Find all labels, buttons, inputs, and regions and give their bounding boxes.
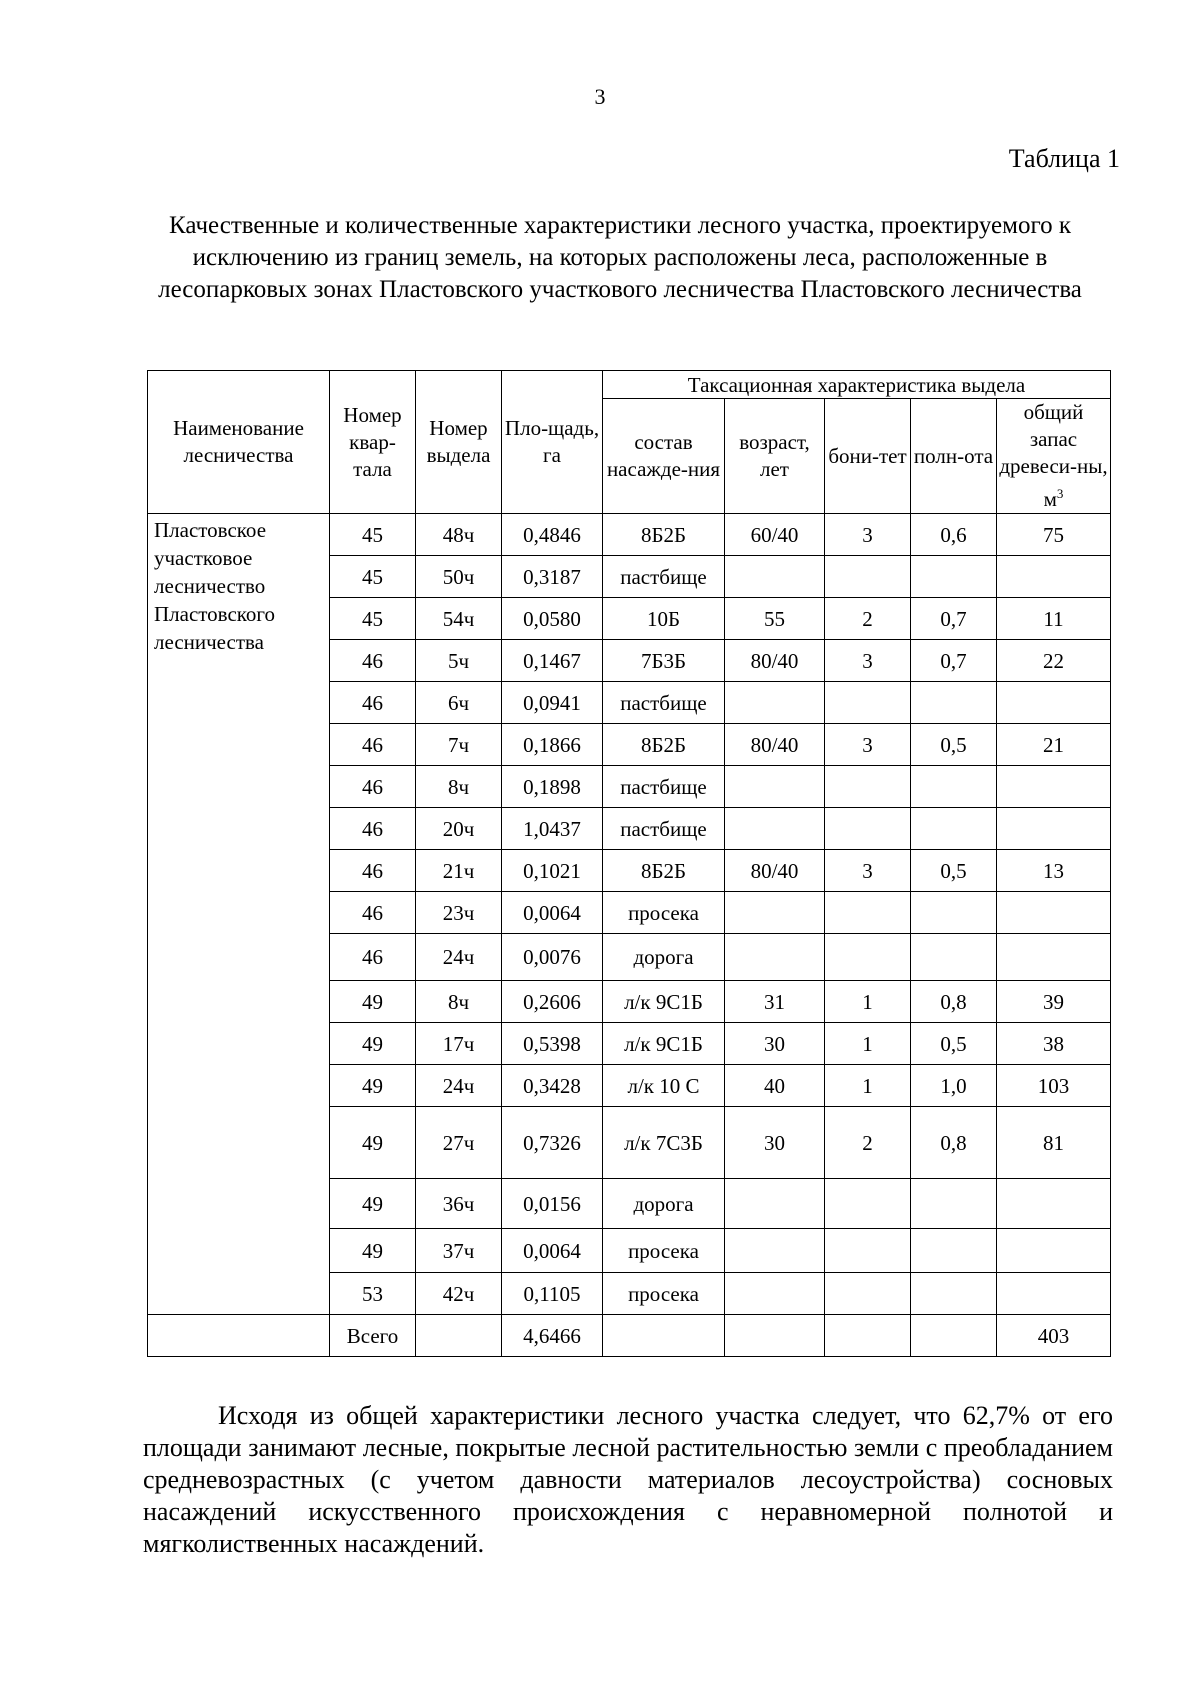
cell-area: 0,0076 xyxy=(502,934,603,981)
cell-quarter: 49 xyxy=(330,1229,416,1273)
cell-plot: 20ч xyxy=(416,808,502,850)
cell-plot: 27ч xyxy=(416,1107,502,1179)
cell-plot: 17ч xyxy=(416,1023,502,1065)
cell-bonitet: 1 xyxy=(825,981,911,1023)
cell-total-bonitet xyxy=(825,1315,911,1357)
cell-area: 0,1898 xyxy=(502,766,603,808)
cell-density: 0,5 xyxy=(911,1023,997,1065)
cell-age xyxy=(725,1229,825,1273)
header-density: полн-ота xyxy=(911,399,997,514)
cell-quarter: 49 xyxy=(330,1023,416,1065)
cell-area: 0,1021 xyxy=(502,850,603,892)
cell-composition: 7Б3Б xyxy=(603,640,725,682)
cell-quarter: 46 xyxy=(330,850,416,892)
cell-age xyxy=(725,892,825,934)
cell-stock xyxy=(997,682,1111,724)
header-age: возраст, лет xyxy=(725,399,825,514)
header-composition: состав насажде-ния xyxy=(603,399,725,514)
cell-stock xyxy=(997,1179,1111,1229)
cell-age: 30 xyxy=(725,1107,825,1179)
cell-density xyxy=(911,934,997,981)
cell-stock: 13 xyxy=(997,850,1111,892)
cell-plot: 37ч xyxy=(416,1229,502,1273)
cell-total-composition xyxy=(603,1315,725,1357)
header-stock-label: общий запас древеси-ны, м xyxy=(999,400,1108,511)
cell-plot: 8ч xyxy=(416,981,502,1023)
table-label: Таблица 1 xyxy=(1008,144,1120,173)
cell-stock: 75 xyxy=(997,514,1111,556)
cell-stock: 11 xyxy=(997,598,1111,640)
cell-age xyxy=(725,934,825,981)
cell-quarter: 49 xyxy=(330,1179,416,1229)
cell-bonitet xyxy=(825,682,911,724)
cell-density xyxy=(911,1229,997,1273)
cell-composition: пастбище xyxy=(603,682,725,724)
cell-composition: дорога xyxy=(603,934,725,981)
cell-composition: 10Б xyxy=(603,598,725,640)
cell-plot: 42ч xyxy=(416,1273,502,1315)
cell-area: 0,0941 xyxy=(502,682,603,724)
cell-stock: 38 xyxy=(997,1023,1111,1065)
cell-density xyxy=(911,1273,997,1315)
cell-stock xyxy=(997,556,1111,598)
cell-empty xyxy=(148,1315,330,1357)
cell-total-plot xyxy=(416,1315,502,1357)
cell-area: 0,4846 xyxy=(502,514,603,556)
cell-composition: л/к 9С1Б xyxy=(603,981,725,1023)
table-total-row xyxy=(148,1315,1111,1357)
cell-area: 0,0064 xyxy=(502,892,603,934)
cell-bonitet xyxy=(825,1273,911,1315)
cell-age: 31 xyxy=(725,981,825,1023)
cell-quarter: 46 xyxy=(330,682,416,724)
header-area: Пло-щадь, га xyxy=(502,371,603,514)
summary-paragraph: Исходя из общей характеристики лесного участка следует, что 62,7% от его площади занимают лесные, покрытые лесной растительностью земли с преобладанием средневозрастных (с учетом давности материалов лесоустройства) сосновых насаждений искусственного происхождения с неравномерной полнотой и мягколиственных насаждений. xyxy=(143,1401,1113,1558)
cell-age xyxy=(725,556,825,598)
cell-area: 0,1105 xyxy=(502,1273,603,1315)
cell-plot: 21ч xyxy=(416,850,502,892)
cell-area: 0,3428 xyxy=(502,1065,603,1107)
cell-bonitet xyxy=(825,1229,911,1273)
cell-bonitet: 1 xyxy=(825,1065,911,1107)
cell-age: 80/40 xyxy=(725,850,825,892)
cell-density xyxy=(911,766,997,808)
cell-bonitet xyxy=(825,934,911,981)
cell-quarter: 45 xyxy=(330,598,416,640)
cell-quarter: 45 xyxy=(330,514,416,556)
cell-density: 0,5 xyxy=(911,724,997,766)
cell-composition: 8Б2Б xyxy=(603,514,725,556)
cell-plot: 36ч xyxy=(416,1179,502,1229)
cell-stock xyxy=(997,808,1111,850)
cell-age xyxy=(725,1179,825,1229)
cell-area: 0,1866 xyxy=(502,724,603,766)
cell-composition: просека xyxy=(603,1229,725,1273)
header-taxation-group: Таксационная характеристика выдела xyxy=(603,371,1111,399)
table-title: Качественные и количественные характеристики лесного участка, проектируемого к исключению из границ земель, на которых расположены леса, расположенные в лесопарковых зонах Пластовского участкового лесничества Пластовского лесничества xyxy=(158,212,1082,303)
cell-age xyxy=(725,1273,825,1315)
cell-plot: 6ч xyxy=(416,682,502,724)
cell-stock xyxy=(997,1229,1111,1273)
cell-area: 0,0064 xyxy=(502,1229,603,1273)
cell-composition: л/к 7С3Б xyxy=(603,1107,725,1179)
cell-stock: 81 xyxy=(997,1107,1111,1179)
cell-quarter: 46 xyxy=(330,640,416,682)
cell-composition: 8Б2Б xyxy=(603,850,725,892)
cell-area: 0,1467 xyxy=(502,640,603,682)
cell-quarter: 49 xyxy=(330,1065,416,1107)
cell-quarter: 49 xyxy=(330,981,416,1023)
header-stock-sup: 3 xyxy=(1056,486,1064,501)
cell-plot: 7ч xyxy=(416,724,502,766)
cell-density: 0,8 xyxy=(911,1107,997,1179)
cell-quarter: 53 xyxy=(330,1273,416,1315)
cell-density xyxy=(911,556,997,598)
cell-stock: 21 xyxy=(997,724,1111,766)
cell-stock: 103 xyxy=(997,1065,1111,1107)
cell-plot: 23ч xyxy=(416,892,502,934)
cell-stock xyxy=(997,1273,1111,1315)
cell-quarter: 46 xyxy=(330,808,416,850)
cell-composition: 8Б2Б xyxy=(603,724,725,766)
cell-age xyxy=(725,808,825,850)
cell-plot: 50ч xyxy=(416,556,502,598)
cell-plot: 8ч xyxy=(416,766,502,808)
cell-stock: 22 xyxy=(997,640,1111,682)
cell-plot: 24ч xyxy=(416,934,502,981)
cell-composition: л/к 9С1Б xyxy=(603,1023,725,1065)
cell-total-label: Всего xyxy=(330,1315,416,1357)
header-quarter: Номер квар-тала xyxy=(330,371,416,514)
cell-bonitet xyxy=(825,556,911,598)
cell-bonitet xyxy=(825,892,911,934)
cell-area: 0,2606 xyxy=(502,981,603,1023)
cell-bonitet: 2 xyxy=(825,1107,911,1179)
cell-plot: 24ч xyxy=(416,1065,502,1107)
cell-density: 0,7 xyxy=(911,640,997,682)
cell-bonitet: 3 xyxy=(825,724,911,766)
cell-quarter: 49 xyxy=(330,1107,416,1179)
cell-total-age xyxy=(725,1315,825,1357)
cell-quarter: 45 xyxy=(330,556,416,598)
cell-bonitet: 3 xyxy=(825,640,911,682)
cell-bonitet xyxy=(825,1179,911,1229)
cell-area: 0,7326 xyxy=(502,1107,603,1179)
cell-density xyxy=(911,1179,997,1229)
table-body xyxy=(148,514,1111,1357)
cell-composition: пастбище xyxy=(603,556,725,598)
cell-bonitet: 3 xyxy=(825,850,911,892)
cell-density xyxy=(911,682,997,724)
cell-area: 0,5398 xyxy=(502,1023,603,1065)
cell-stock: 39 xyxy=(997,981,1111,1023)
cell-total-stock: 403 xyxy=(997,1315,1111,1357)
cell-quarter: 46 xyxy=(330,934,416,981)
cell-age: 30 xyxy=(725,1023,825,1065)
cell-plot: 5ч xyxy=(416,640,502,682)
cell-bonitet: 1 xyxy=(825,1023,911,1065)
cell-composition: пастбище xyxy=(603,766,725,808)
cell-total-density xyxy=(911,1315,997,1357)
cell-composition: л/к 10 С xyxy=(603,1065,725,1107)
header-forestry-name: Наименование лесничества xyxy=(148,371,330,514)
cell-area: 1,0437 xyxy=(502,808,603,850)
cell-area: 0,0580 xyxy=(502,598,603,640)
cell-age xyxy=(725,766,825,808)
cell-bonitet xyxy=(825,766,911,808)
cell-composition: пастбище xyxy=(603,808,725,850)
header-bonitet: бони-тет xyxy=(825,399,911,514)
cell-quarter: 46 xyxy=(330,766,416,808)
cell-age: 60/40 xyxy=(725,514,825,556)
cell-bonitet: 3 xyxy=(825,514,911,556)
cell-age xyxy=(725,682,825,724)
cell-area: 0,3187 xyxy=(502,556,603,598)
cell-forestry-name: Пластовское участковое лесничество Пластовского лесничества xyxy=(148,514,330,1315)
cell-age: 40 xyxy=(725,1065,825,1107)
cell-quarter: 46 xyxy=(330,892,416,934)
cell-area: 0,0156 xyxy=(502,1179,603,1229)
page-number: 3 xyxy=(594,84,606,109)
cell-density: 0,8 xyxy=(911,981,997,1023)
cell-density: 0,7 xyxy=(911,598,997,640)
cell-age: 80/40 xyxy=(725,640,825,682)
cell-composition: просека xyxy=(603,892,725,934)
header-plot: Номер выдела xyxy=(416,371,502,514)
header-stock xyxy=(997,399,1111,514)
cell-density: 1,0 xyxy=(911,1065,997,1107)
cell-stock xyxy=(997,766,1111,808)
cell-age: 55 xyxy=(725,598,825,640)
cell-density xyxy=(911,808,997,850)
cell-density xyxy=(911,892,997,934)
cell-total-area: 4,6466 xyxy=(502,1315,603,1357)
cell-composition: просека xyxy=(603,1273,725,1315)
cell-density: 0,6 xyxy=(911,514,997,556)
cell-composition: дорога xyxy=(603,1179,725,1229)
cell-plot: 54ч xyxy=(416,598,502,640)
cell-plot: 48ч xyxy=(416,514,502,556)
cell-bonitet: 2 xyxy=(825,598,911,640)
table-row xyxy=(148,514,1111,556)
cell-stock xyxy=(997,934,1111,981)
cell-density: 0,5 xyxy=(911,850,997,892)
cell-bonitet xyxy=(825,808,911,850)
cell-quarter: 46 xyxy=(330,724,416,766)
cell-stock xyxy=(997,892,1111,934)
cell-age: 80/40 xyxy=(725,724,825,766)
forest-plot-table xyxy=(147,370,1111,1357)
